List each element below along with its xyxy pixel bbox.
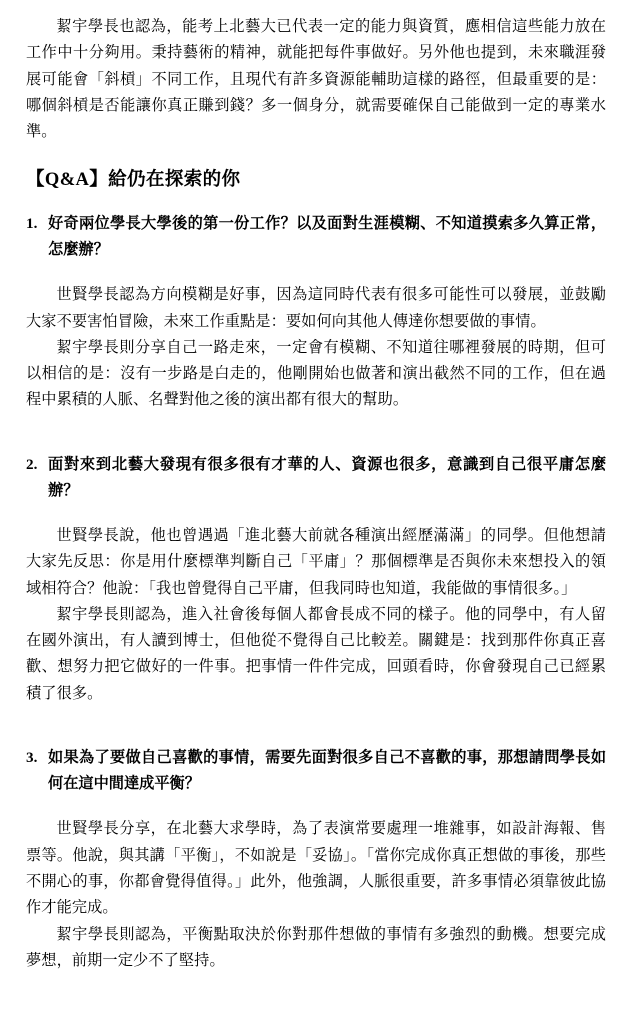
qa-question-2 (26, 452, 606, 504)
intro-paragraph-1: 絜宇學長也認為，能考上北藝大已代表一定的能力與資質，應相信這些能力放在工作中十分夠用。秉持藝術的精神，就能把每件事做好。另外他也提到，未來職涯發展可能會「斜槓」不同工作，且現代有許多資源能輔助這樣的路徑，但最重要的是：哪個斜槓是否能讓你真正賺到錢？多一個身分，就需要確保自己能做到一定的專業水準。 (26, 18, 606, 141)
qa-answers-1 (26, 282, 606, 413)
qa-answers-2 (26, 523, 606, 707)
section-heading-qa: 【Q&A】給仍在探索的你 (26, 170, 241, 191)
qa-answer-3-1: 世賢學長分享，在北藝大求學時，為了表演常要處理一堆雜事，如設計海報、售票等。他說，與其講「平衡」，不如說是「妥協」。「當你完成你真正想做的事後，那些不開心的事，你都會覺得值得。」此外，他強調，人脈很重要，許多事情必須靠彼此協作才能完成。 (26, 820, 606, 917)
qa-item-2 (26, 452, 606, 707)
intro-paragraph-block (26, 14, 606, 145)
qa-answer-3-2: 絜宇學長則認為，平衡點取決於你對那件想做的事情有多強烈的動機。想要完成夢想，前期一定少不了堅持。 (26, 925, 606, 969)
qa-question-text-1: 好奇兩位學長大學後的第一份工作？以及面對生涯模糊、不知道摸索多久算正常，怎麼辦？ (48, 214, 606, 259)
qa-item-1 (26, 211, 606, 414)
qa-number-3: 3. (26, 749, 38, 767)
qa-number-2: 2. (26, 455, 38, 473)
qa-answer-1-2: 絜宇學長則分享自己一路走來，一定會有模糊、不知道往哪裡發展的時期，但可以相信的是：沒有一步路是白走的，他剛開始也做著和演出截然不同的工作，但在過程中累積的人脈、名聲對他之後的演出都有很大的幫助。 (26, 338, 606, 409)
qa-number-1: 1. (26, 214, 38, 232)
qa-question-1 (26, 211, 606, 263)
qa-item-3 (26, 745, 606, 974)
qa-answers-3 (26, 816, 606, 974)
qa-answer-2-1: 世賢學長說，他也曾遇過「進北藝大前就各種演出經歷滿滿」的同學。但他想請大家先反思：你是用什麼標準判斷自己「平庸」？那個標準是否與你未來想投入的領域相符合？他說：「我也曾覺得自己平庸，但我同時也知道，我能做的事情很多。」 (26, 526, 606, 597)
qa-answer-2-2: 絜宇學長則認為，進入社會後每個人都會長成不同的樣子。他的同學中，有人留在國外演出，有人讀到博士，但他從不覺得自己比較差。關鍵是：找到那件你真正喜歡、想努力把它做好的一件事。把事情一件件完成，回頭看時，你會發現自己已經累積了很多。 (26, 605, 606, 702)
qa-question-3 (26, 745, 606, 797)
qa-question-text-3: 如果為了要做自己喜歡的事情，需要先面對很多自己不喜歡的事，那想請問學長如何在這中間達成平衡？ (48, 749, 606, 793)
qa-answer-1-1: 世賢學長認為方向模糊是好事，因為這同時代表有很多可能性可以發展，並鼓勵大家不要害怕冒險，未來工作重點是：要如何向其他人傳達你想要做的事情。 (26, 286, 606, 330)
qa-question-text-2: 面對來到北藝大發現有很多很有才華的人、資源也很多，意識到自己很平庸怎麼辦？ (48, 455, 606, 499)
